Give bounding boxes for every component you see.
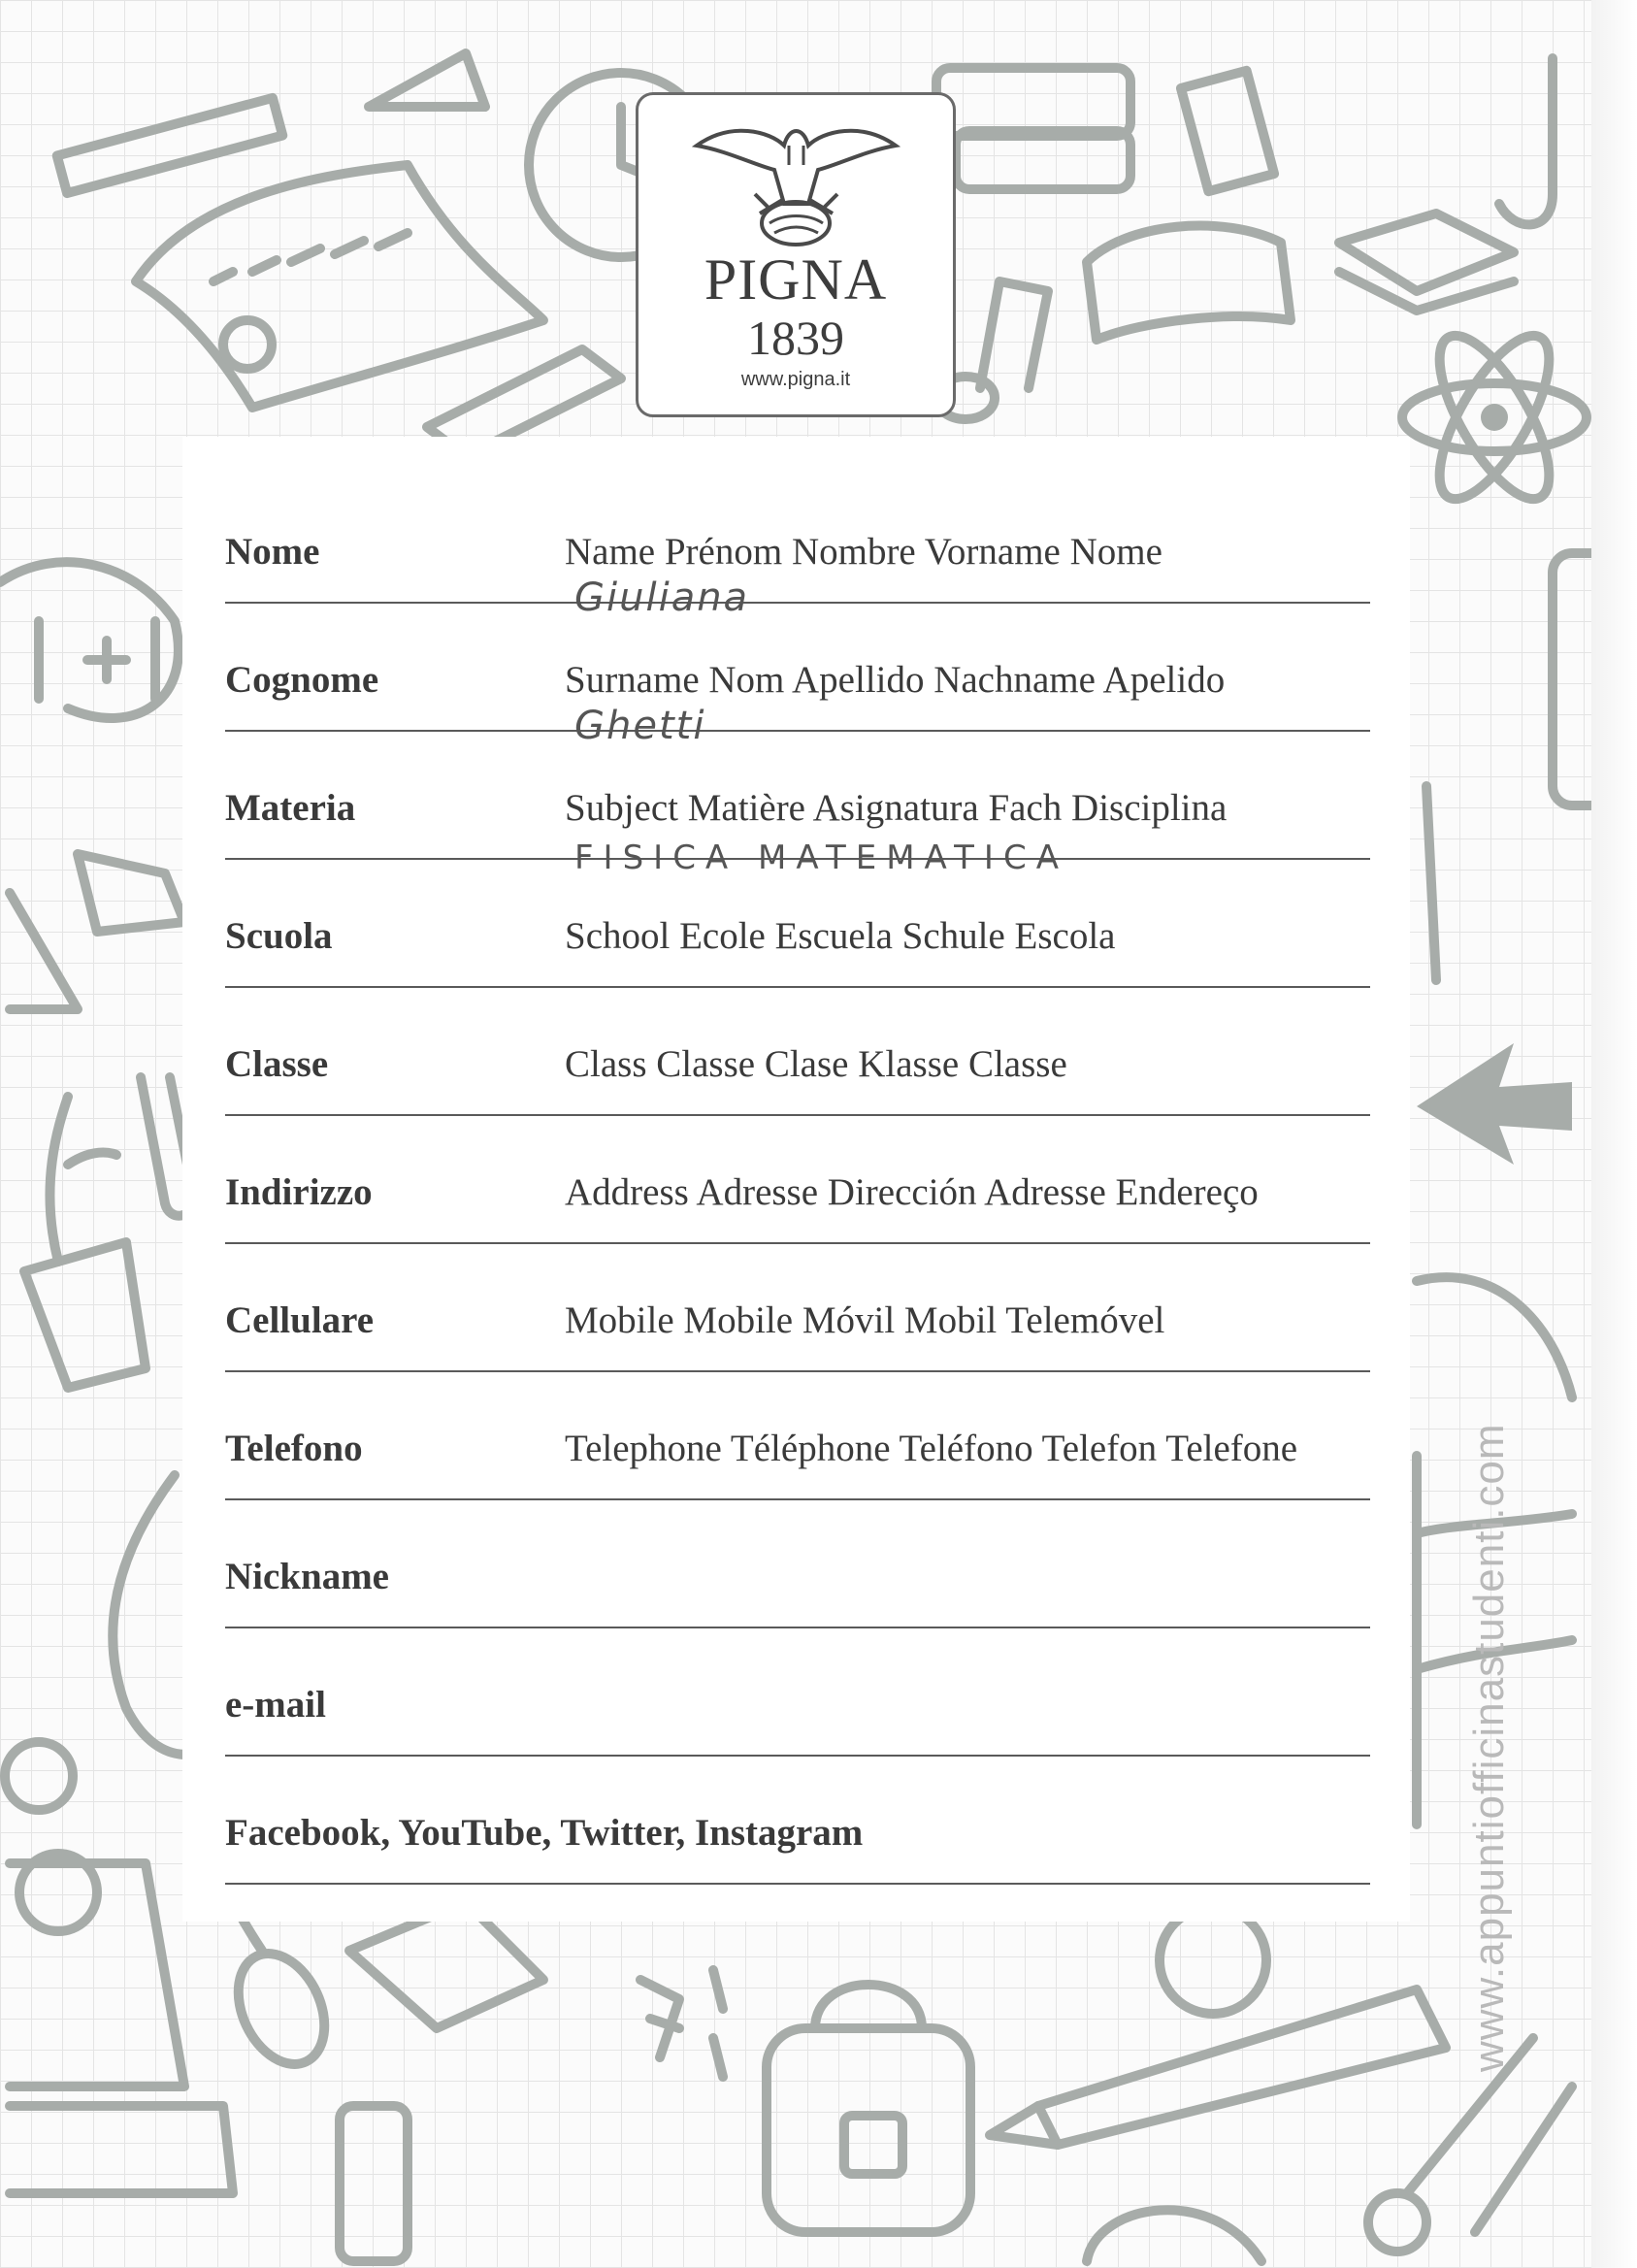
- field-translations: Name Prénom Nombre Vorname Nome: [565, 531, 1162, 573]
- field-email[interactable]: [225, 1627, 1370, 1757]
- field-label: Materia: [225, 787, 356, 829]
- page-edge: [1591, 0, 1637, 2268]
- field-cellulare[interactable]: [225, 1242, 1370, 1372]
- field-social[interactable]: [225, 1755, 1370, 1885]
- handwritten-value: Ghetti: [574, 704, 706, 748]
- field-translations: School Ecole Escuela Schule Escola: [565, 915, 1116, 957]
- brand-year: 1839: [747, 311, 844, 365]
- brand-url: www.pigna.it: [740, 369, 851, 390]
- handwritten-value: Giuliana: [574, 575, 750, 620]
- field-translations: Class Classe Clase Klasse Classe: [565, 1043, 1067, 1085]
- pigna-logo: [636, 92, 956, 417]
- field-materia[interactable]: [225, 730, 1370, 877]
- field-label: Scuola: [225, 915, 333, 957]
- field-label: Nickname: [225, 1556, 389, 1597]
- field-label: Facebook, YouTube, Twitter, Instagram: [225, 1812, 864, 1854]
- field-indirizzo[interactable]: [225, 1114, 1370, 1244]
- field-translations: Surname Nom Apellido Nachname Apelido: [565, 659, 1226, 701]
- field-label: Indirizzo: [225, 1171, 373, 1213]
- field-classe[interactable]: [225, 986, 1370, 1116]
- field-translations: Subject Matière Asignatura Fach Disciplina: [565, 787, 1228, 829]
- field-translations: Telephone Téléphone Teléfono Telefon Telefone: [565, 1428, 1298, 1469]
- field-cognome[interactable]: [225, 602, 1370, 748]
- field-nickname[interactable]: [225, 1498, 1370, 1628]
- watermark-url: www.appuntiofficinastudenti.com: [1465, 1423, 1513, 2072]
- handwritten-value: FISICA MATEMATICA: [574, 838, 1068, 877]
- field-label: e-mail: [225, 1684, 326, 1726]
- field-telefono[interactable]: [225, 1370, 1370, 1500]
- field-label: Cellulare: [225, 1299, 375, 1341]
- field-scuola[interactable]: [225, 858, 1370, 988]
- field-label: Cognome: [225, 659, 379, 701]
- field-label: Nome: [225, 531, 320, 573]
- field-label: Telefono: [225, 1428, 363, 1469]
- field-label: Classe: [225, 1043, 329, 1085]
- eagle-emblem-icon: [692, 107, 900, 252]
- field-translations: Address Adresse Dirección Adresse Endereço: [565, 1171, 1259, 1213]
- field-nome[interactable]: [225, 474, 1370, 620]
- field-translations: Mobile Mobile Móvil Mobil Telemóvel: [565, 1299, 1165, 1341]
- brand-name: PIGNA: [704, 247, 888, 312]
